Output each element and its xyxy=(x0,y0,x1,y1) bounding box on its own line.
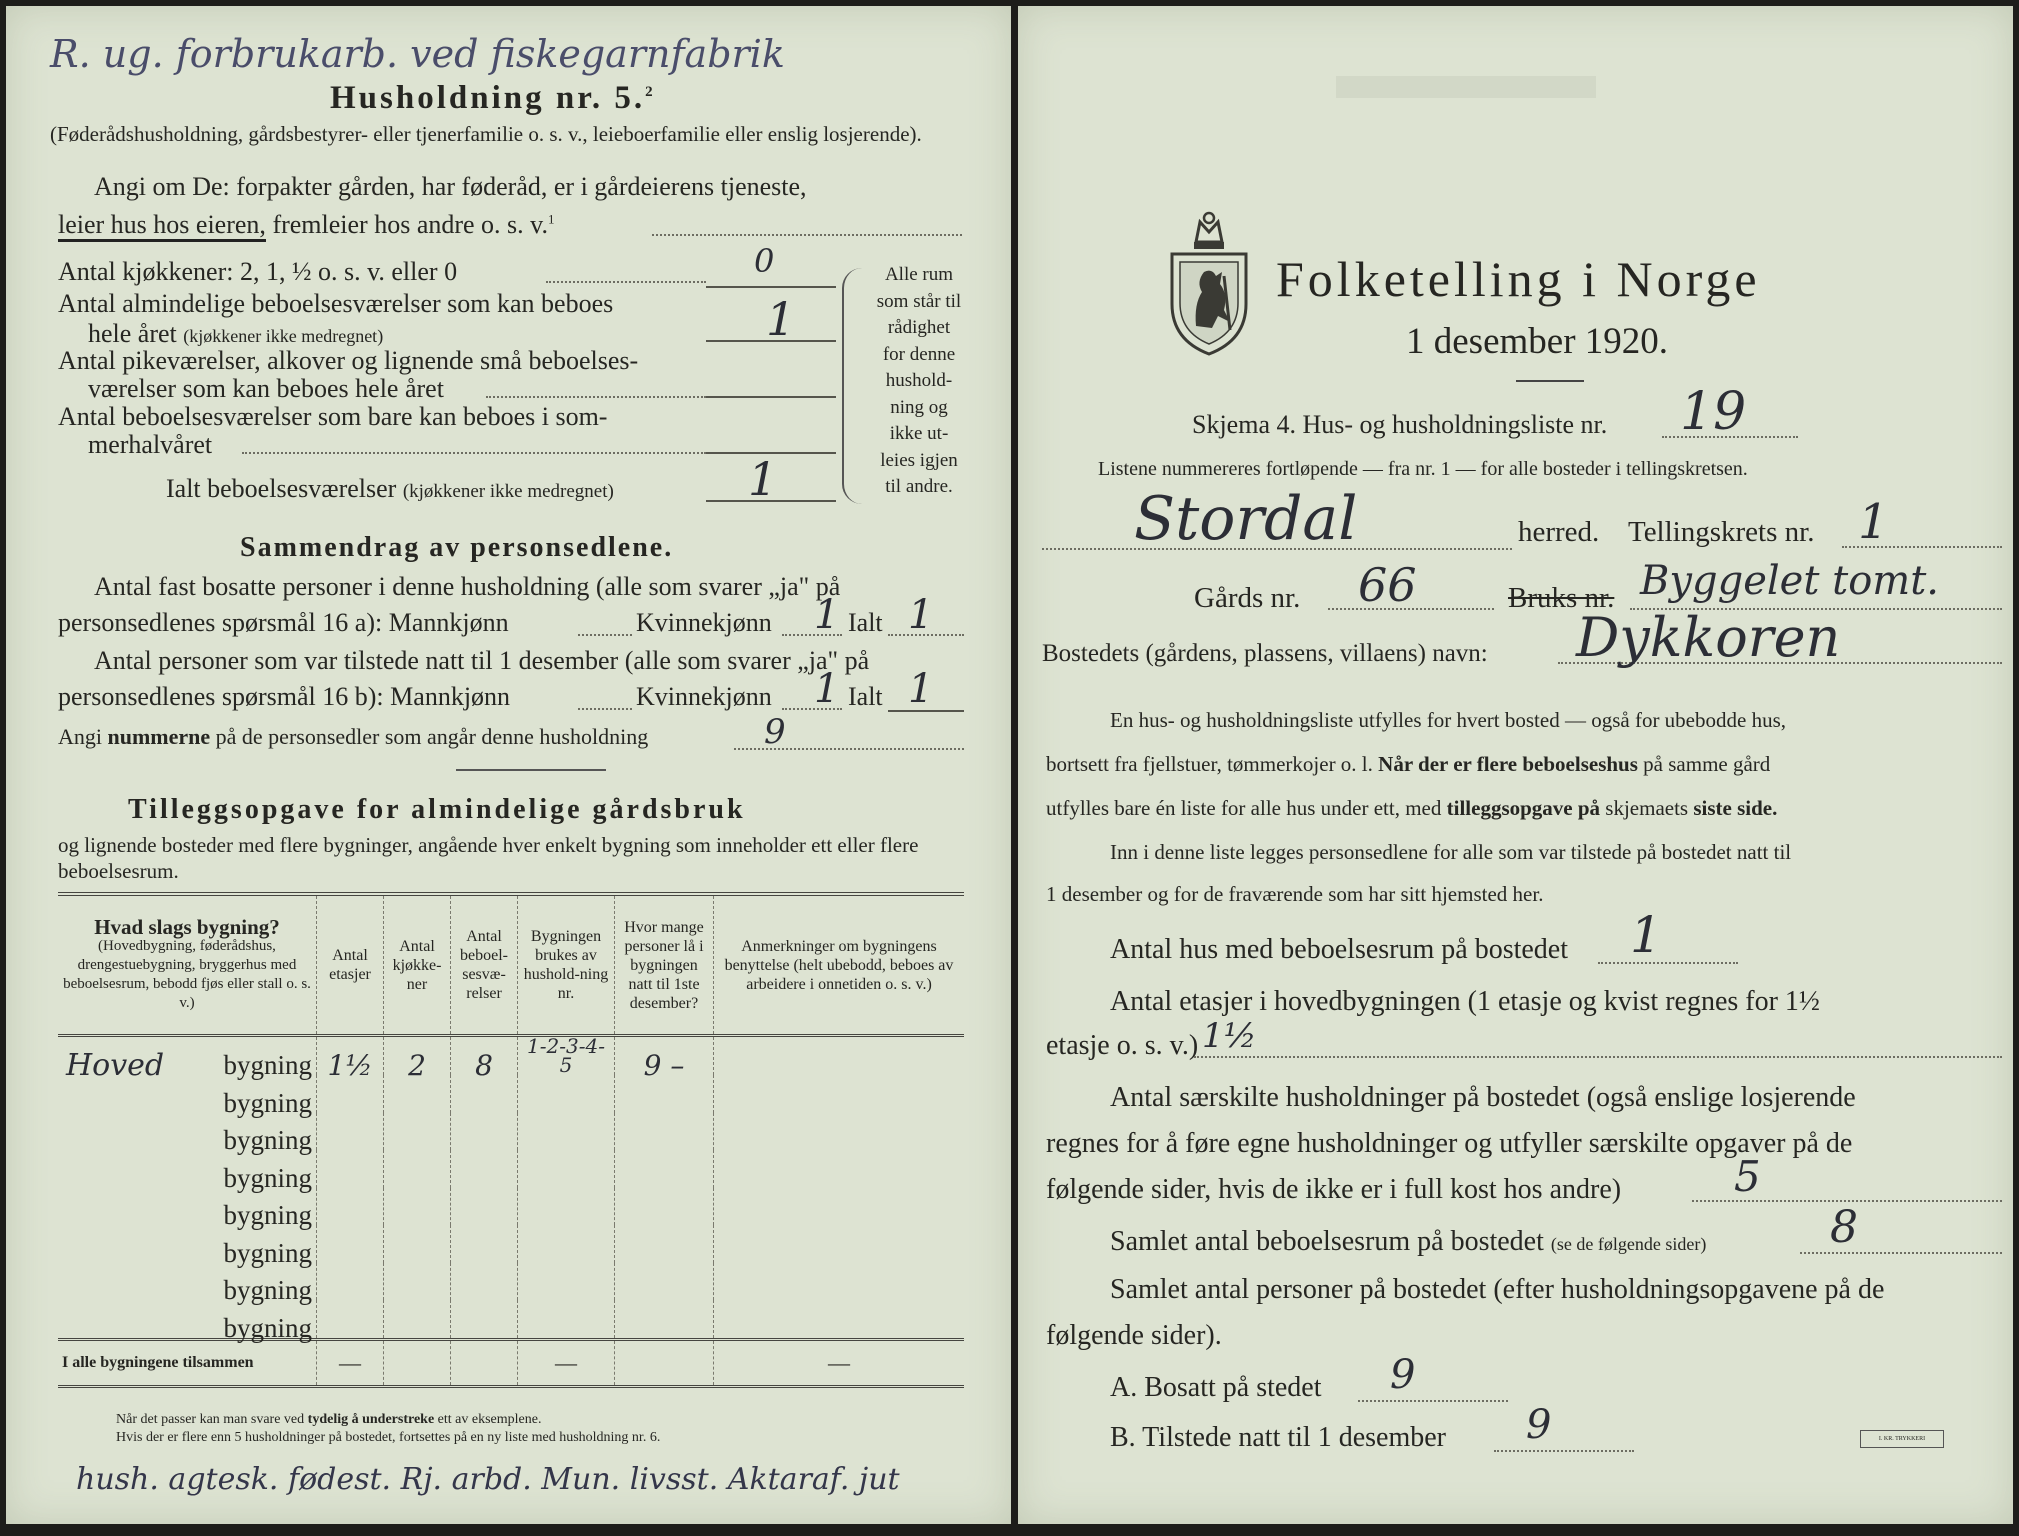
etasjer-line-1: Antal etasjer i hovedbygningen (1 etasje og kvist regnes for 1½ xyxy=(1110,986,1820,1017)
building-table xyxy=(58,892,964,1388)
bygning-word: bygning xyxy=(223,1050,312,1080)
building-anm-cell xyxy=(714,1225,965,1263)
para1-c-mid: skjemaets xyxy=(1605,796,1689,820)
household-intro: (Føderådshusholdning, gårdsbestyrer- eller tjenerfamilie o. s. v., leieboerfamilie eller enslig losjerende). xyxy=(50,122,922,146)
kitchens-value: 0 xyxy=(754,242,775,280)
angi-nummerne-pre: Angi xyxy=(58,724,102,749)
building-type-cell xyxy=(58,1225,317,1268)
para1-b-pre: bortsett fra fjellstuer, tømmerkojer o. l. xyxy=(1046,752,1373,776)
para1-line-b xyxy=(1046,752,1770,777)
ordinary-rooms-label-1: Antal almindelige beboelsesværelser som kan beboes xyxy=(58,289,614,318)
side-brace xyxy=(842,268,866,504)
footnote-1-bold: tydelig å understreke xyxy=(307,1412,435,1427)
summary-b-kvinne-value: 1 xyxy=(814,666,840,712)
building-kjokkener-cell xyxy=(384,1300,451,1339)
footnote-1-pre: Når det passer kan man svare ved xyxy=(116,1412,305,1427)
bruks-value: Byggelet tomt. xyxy=(1640,558,1940,604)
summer-rooms-dots xyxy=(242,452,706,454)
para1-b-bold: Når der er flere beboelseshus xyxy=(1378,752,1638,776)
building-vaerelser-cell xyxy=(451,1150,518,1188)
samlet-rum-label xyxy=(1110,1226,1706,1258)
hush-value: 5 xyxy=(1734,1152,1761,1201)
summary-b-ialt-value: 1 xyxy=(908,666,934,712)
bygning-word: bygning xyxy=(223,1087,312,1118)
building-rows xyxy=(58,1036,964,1387)
building-anm-cell xyxy=(714,1113,965,1151)
summary-b-ialt-label: Ialt xyxy=(848,682,883,711)
angi-line-1: Angi om De: forpakter gården, har føderåd, er i gårdeierens tjeneste, xyxy=(94,172,807,201)
hush-line-2: regnes for å føre egne husholdninger og utfyller særskilte opgaver på de xyxy=(1046,1128,1853,1159)
ordinary-rooms-label-2-small: (kjøkkener ikke medregnet) xyxy=(183,326,384,346)
angi-sup: 1 xyxy=(548,211,555,227)
header-kjokkener: Antal kjøkke-ner xyxy=(384,894,451,1036)
side-note-line: hushold- xyxy=(885,370,953,391)
header-etasjer: Antal etasjer xyxy=(317,894,384,1036)
para1-c-pre: utfylles bare én liste for alle hus under ett, med xyxy=(1046,796,1442,820)
summary-a-ialt-value: 1 xyxy=(908,592,934,638)
total-brukes-cell: — xyxy=(518,1339,615,1386)
building-brukes-cell xyxy=(518,1113,615,1151)
para1-b-post: på samme gård xyxy=(1643,752,1771,776)
bygning-word: bygning xyxy=(223,1200,312,1230)
building-row xyxy=(58,1113,964,1151)
building-etasjer-cell xyxy=(317,1188,384,1226)
samlet-pers-line-2: følgende sider). xyxy=(1046,1320,1222,1351)
building-anm-cell xyxy=(714,1036,965,1076)
building-kjokkener-cell xyxy=(384,1225,451,1263)
herred-label: herred. xyxy=(1518,516,1600,548)
ordinary-rooms-label-2-text: hele året xyxy=(88,319,177,348)
title-divider xyxy=(1516,380,1584,382)
building-type-cell xyxy=(58,1300,317,1343)
para1-c-bold2: siste side. xyxy=(1693,796,1778,820)
hush-line-1: Antal særskilte husholdninger på bostedet (også enslige losjerende xyxy=(1110,1082,1856,1113)
samlet-rum-value: 8 xyxy=(1830,1202,1858,1253)
side-note-line: for denne xyxy=(882,343,956,365)
building-type-cell xyxy=(58,1150,317,1193)
household-title-text: Husholdning nr. 5. xyxy=(330,80,646,116)
building-anm-cell xyxy=(714,1300,965,1339)
building-kjokkener-cell xyxy=(384,1113,451,1151)
left-page xyxy=(6,6,1011,1524)
angi-nummerne xyxy=(58,724,648,750)
header-type-bold: Hvad slags bygning? xyxy=(94,914,280,939)
angi-nummerne-bold: nummerne xyxy=(107,724,211,749)
summary-b-kvinne-label: Kvinnekjønn xyxy=(636,682,772,711)
kitchens-dots xyxy=(546,281,706,283)
header-anm: Anmerkninger om bygningens benyttelse (helt ubebodd, beboes av arbeidere i onnetiden o. s. v.) xyxy=(714,894,965,1036)
bosatt-line xyxy=(1358,1400,1508,1402)
footnote-2: Hvis der er flere enn 5 husholdninger på bostedet, fortsettes på en ny liste med husholdning nr. 6. xyxy=(116,1430,661,1445)
skjema-value: 19 xyxy=(1680,382,1747,442)
bygning-word: bygning xyxy=(223,1125,312,1155)
building-total-row xyxy=(58,1339,964,1386)
tilstede-line xyxy=(1494,1450,1634,1452)
antal-hus-label: Antal hus med beboelsesrum på bostedet xyxy=(1110,934,1569,965)
total-etasjer-cell: — xyxy=(317,1339,384,1386)
etasjer-line xyxy=(1194,1056,2002,1058)
building-vaerelser-cell xyxy=(451,1263,518,1301)
bosatt-value: 9 xyxy=(1390,1352,1416,1398)
total-label: I alle bygningene tilsammen xyxy=(58,1339,317,1386)
tillegg-subtitle: og lignende bosteder med flere bygninger, angående hver enkelt bygning som inneholder ett eller flere beboelsesrum. xyxy=(58,833,919,883)
angi-nummerne-post: på de personsedler som angår denne husholdning xyxy=(215,724,649,749)
building-vaerelser-cell xyxy=(451,1188,518,1226)
side-note-line: Alle rum xyxy=(884,264,954,285)
building-personer-cell xyxy=(615,1300,714,1339)
building-personer-cell xyxy=(615,1263,714,1301)
angi-underlined-answer: leier hus hos eieren, xyxy=(58,210,266,242)
summary-title: Sammendrag av personsedlene. xyxy=(240,532,674,563)
building-brukes-cell xyxy=(518,1225,615,1263)
total-rooms-label xyxy=(166,474,614,504)
summer-rooms-label-1: Antal beboelsesværelser som bare kan beboes i som- xyxy=(58,402,608,431)
building-brukes-cell: 1-2-3-4-5 xyxy=(518,1036,615,1076)
bosted-value: Dykkoren xyxy=(1576,606,1841,669)
bygning-word: bygning xyxy=(223,1237,312,1268)
footnote-1-post: ett av eksemplene. xyxy=(437,1412,542,1427)
building-etasjer-cell xyxy=(317,1225,384,1263)
building-personer-cell xyxy=(615,1150,714,1188)
building-personer-cell xyxy=(615,1113,714,1151)
building-vaerelser-cell: 8 xyxy=(451,1036,518,1076)
tillegg-title: Tilleggsopgave for almindelige gårdsbruk xyxy=(128,794,746,825)
bygning-word: bygning xyxy=(223,1312,312,1343)
printer-mark: I. KR. TRYKKERI xyxy=(1860,1430,1944,1448)
building-brukes-cell xyxy=(518,1300,615,1339)
para1-line-a: En hus- og husholdningsliste utfylles for hvert bosted — også for ubebodde hus, xyxy=(1110,708,1786,732)
summary-a-line2: personsedlenes spørsmål 16 a): Mannkjønn xyxy=(58,608,509,637)
building-row xyxy=(58,1225,964,1263)
small-rooms-line xyxy=(706,396,836,398)
building-row xyxy=(58,1036,964,1076)
samlet-pers-line-1: Samlet antal personer på bostedet (efter husholdningsopgavene på de xyxy=(1110,1274,1885,1305)
building-etasjer-cell xyxy=(317,1113,384,1151)
antal-hus-line xyxy=(1598,962,1738,964)
total-vaerelser-cell xyxy=(451,1339,518,1386)
side-note xyxy=(864,262,974,501)
kitchens-line xyxy=(706,286,836,288)
summary-b-line1: Antal personer som var tilstede natt til 1 desember (alle som svarer „ja" på xyxy=(94,646,870,675)
side-note-line: rådighet xyxy=(887,317,951,338)
ordinary-rooms-label-2 xyxy=(88,319,383,349)
total-personer-cell xyxy=(615,1339,714,1386)
building-type-cell xyxy=(58,1188,317,1230)
side-note-line: ning og xyxy=(890,396,948,418)
samlet-rum-label-small: (se de følgende sider) xyxy=(1550,1234,1707,1254)
para2-line-a: Inn i denne liste legges personsedlene for alle som var tilstede på bostedet natt til xyxy=(1110,840,1792,864)
total-anm-cell: — xyxy=(714,1339,965,1386)
tellingskrets-label: Tellingskrets nr. xyxy=(1628,516,1815,548)
building-anm-cell xyxy=(714,1150,965,1188)
bygning-word: bygning xyxy=(223,1162,312,1193)
total-rooms-label-small: (kjøkkener ikke medregnet) xyxy=(402,481,614,502)
header-vaerelser: Antal beboel-sesvæ-relser xyxy=(451,894,518,1036)
small-rooms-label-2: værelser som kan beboes hele året xyxy=(88,374,444,403)
para1-c-bold: tilleggsopgave på xyxy=(1446,796,1601,820)
bruks-label: Bruks nr. xyxy=(1508,582,1615,614)
building-etasjer-cell xyxy=(317,1150,384,1188)
coat-of-arms-icon xyxy=(1166,206,1252,356)
building-etasjer-cell: 1½ xyxy=(317,1036,384,1076)
bygning-word: bygning xyxy=(223,1275,312,1305)
building-row xyxy=(58,1150,964,1188)
para1-line-c xyxy=(1046,796,1777,821)
samlet-rum-label-text: Samlet antal beboelsesrum på bostedet xyxy=(1110,1226,1544,1257)
building-table-header xyxy=(58,894,964,1036)
side-note-line: som står til xyxy=(876,290,962,312)
header-type-small: (Hovedbygning, føderådshus, drengestuebygning, bryggerhus med beboelsesrum, bebodd fjøs eller stall o. s. v.) xyxy=(63,937,311,1011)
bleed-through-mark xyxy=(1336,76,1596,98)
building-vaerelser-cell xyxy=(451,1300,518,1339)
building-kjokkener-cell xyxy=(384,1263,451,1301)
building-brukes-cell xyxy=(518,1075,615,1113)
angi-line-2 xyxy=(58,210,555,240)
nummerne-value: 9 xyxy=(764,712,786,752)
side-note-line: leies igjen xyxy=(880,449,958,471)
summary-b-line2: personsedlenes spørsmål 16 b): Mannkjønn xyxy=(58,682,511,711)
header-type xyxy=(58,894,317,1036)
tilstede-value: 9 xyxy=(1526,1402,1552,1448)
household-title xyxy=(330,80,656,117)
gards-value: 66 xyxy=(1358,558,1417,612)
census-title: Folketelling i Norge xyxy=(1276,251,1761,307)
small-rooms-dots xyxy=(486,396,706,398)
building-row xyxy=(58,1263,964,1301)
listene-note: Listene nummereres fortløpende — fra nr. 1 — for alle bosteder i tellingskretsen. xyxy=(1098,458,1748,480)
building-brukes-cell xyxy=(518,1263,615,1301)
building-anm-cell xyxy=(714,1188,965,1226)
right-page xyxy=(1018,6,2013,1524)
total-rooms-value: 1 xyxy=(748,452,778,506)
bosatt-label: A. Bosatt på stedet xyxy=(1110,1372,1322,1403)
building-personer-cell xyxy=(615,1225,714,1263)
building-personer-cell xyxy=(615,1188,714,1226)
summary-a-kvinne-label: Kvinnekjønn xyxy=(636,608,772,637)
building-vaerelser-cell xyxy=(451,1225,518,1263)
footnote-1 xyxy=(116,1412,541,1428)
building-etasjer-cell xyxy=(317,1263,384,1301)
building-kjokkener-cell xyxy=(384,1188,451,1226)
ordinary-rooms-value: 1 xyxy=(766,292,796,346)
census-date: 1 desember 1920. xyxy=(1406,321,1669,362)
summer-rooms-label-2: merhalvåret xyxy=(88,430,213,459)
building-type-value: Hoved xyxy=(66,1048,165,1083)
total-kjokkener-cell xyxy=(384,1339,451,1386)
para2-line-b: 1 desember og for de fraværende som har sitt hjemsted her. xyxy=(1046,882,1544,906)
summary-a-mann-line xyxy=(578,634,632,636)
building-kjokkener-cell xyxy=(384,1150,451,1188)
bosted-label: Bostedets (gårdens, plassens, villaens) navn: xyxy=(1042,640,1488,667)
header-personer: Hvor mange personer lå i bygningen natt til 1ste desember? xyxy=(615,894,714,1036)
building-personer-cell: 9 – xyxy=(615,1036,714,1076)
skjema-label: Skjema 4. Hus- og husholdningsliste nr. xyxy=(1192,410,1608,439)
household-title-sup: 2 xyxy=(645,84,656,100)
building-brukes-cell xyxy=(518,1150,615,1188)
building-type-cell xyxy=(58,1036,317,1083)
summary-b-mann-line xyxy=(578,708,632,710)
side-note-line: til andre. xyxy=(885,476,953,497)
building-kjokkener-cell: 2 xyxy=(384,1036,451,1076)
building-etasjer-cell xyxy=(317,1300,384,1339)
header-brukes: Bygningen brukes av hushold-ning nr. xyxy=(518,894,615,1036)
building-row xyxy=(58,1188,964,1226)
summary-a-kvinne-value: 1 xyxy=(814,592,840,638)
kitchens-label: Antal kjøkkener: 2, 1, ½ o. s. v. eller 0 xyxy=(58,257,458,286)
building-row xyxy=(58,1075,964,1113)
etasjer-value: 1½ xyxy=(1202,1016,1257,1056)
building-brukes-cell xyxy=(518,1188,615,1226)
tilstede-label: B. Tilstede natt til 1 desember xyxy=(1110,1422,1446,1453)
gards-label: Gårds nr. xyxy=(1194,582,1301,614)
handwritten-occupation-note: R. ug. forbrukarb. ved fiskegarnfabrik xyxy=(50,32,785,76)
tellingskrets-value: 1 xyxy=(1858,494,1889,550)
summary-a-ialt-label: Ialt xyxy=(848,608,883,637)
hush-line-3: følgende sider, hvis de ikke er i full kost hos andre) xyxy=(1046,1174,1622,1205)
building-anm-cell xyxy=(714,1075,965,1113)
divider xyxy=(456,769,606,771)
small-rooms-label-1: Antal pikeværelser, alkover og lignende små beboelses- xyxy=(58,346,639,375)
herred-value: Stordal xyxy=(1134,484,1358,554)
building-type-cell xyxy=(58,1263,317,1305)
angi-rest: fremleier hos andre o. s. v. xyxy=(272,210,548,239)
side-note-line: ikke ut- xyxy=(889,423,949,444)
building-row xyxy=(58,1300,964,1339)
total-rooms-label-text: Ialt beboelsesværelser xyxy=(166,474,397,503)
etasjer-line-2: etasje o. s. v.) xyxy=(1046,1030,1199,1061)
building-anm-cell xyxy=(714,1263,965,1301)
antal-hus-value: 1 xyxy=(1630,906,1662,964)
handwritten-bottom-note: hush. agtesk. fødest. Rj. arbd. Mun. livsst. Aktaraf. jut xyxy=(76,1462,900,1497)
building-type-cell xyxy=(58,1113,317,1155)
angi-fill-line xyxy=(652,234,962,236)
building-vaerelser-cell xyxy=(451,1113,518,1151)
summary-a-line1: Antal fast bosatte personer i denne husholdning (alle som svarer „ja" på xyxy=(94,572,841,601)
